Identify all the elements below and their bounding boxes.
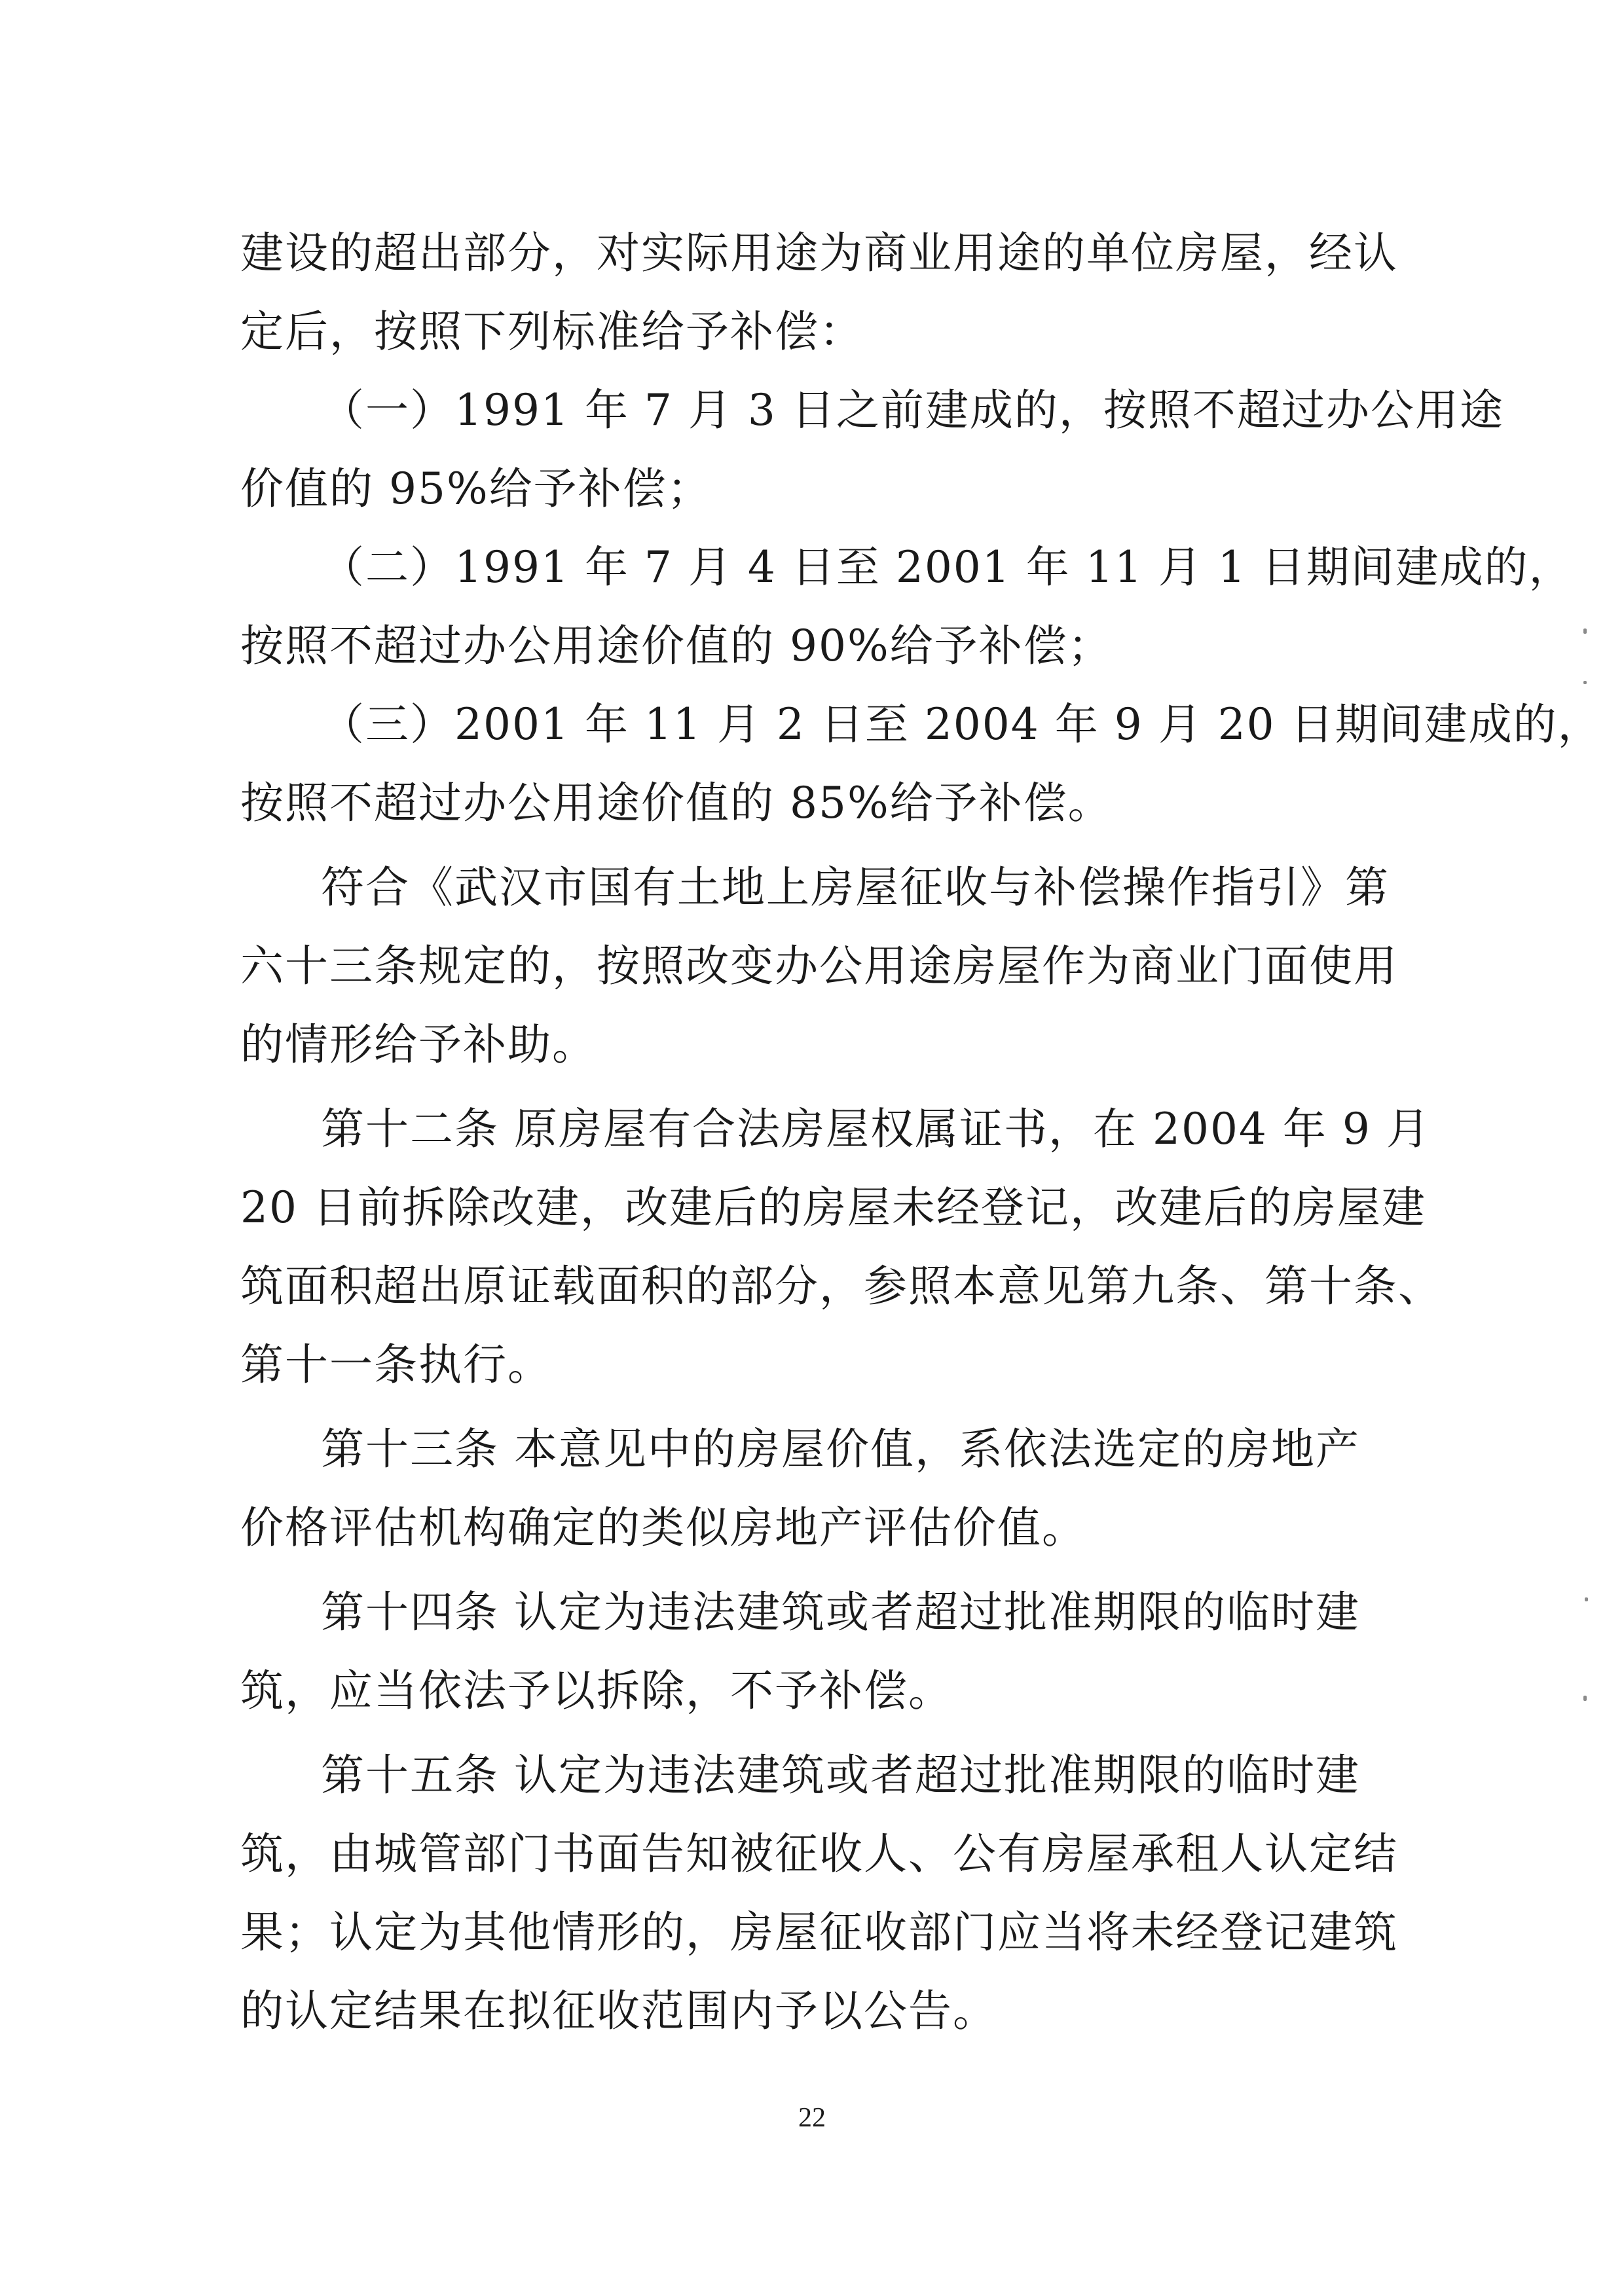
line-text: （一）1991 年 7 月 3 日之前建成的，按照不超过办公用途 [321, 385, 1504, 435]
text-line [0, 607, 1624, 685]
scan-speck [1583, 1696, 1587, 1701]
line-text: 第十四条 认定为违法建筑或者超过批准期限的临时建 [321, 1587, 1360, 1637]
line-text: 第十一条执行。 [240, 1339, 552, 1390]
line-text: 第十三条 本意见中的房屋价值，系依法选定的房地产 [321, 1424, 1360, 1474]
text-line [0, 371, 1624, 450]
text-line [0, 1169, 1624, 1247]
text-line [0, 1893, 1624, 1972]
line-text: 筑，由城管部门书面告知被征收人、公有房屋承租人认定结 [240, 1829, 1398, 1879]
line-text: 按照不超过办公用途价值的 90%给予补偿； [240, 621, 1113, 671]
text-line [0, 848, 1624, 927]
text-line [0, 764, 1624, 843]
text-line [0, 528, 1624, 607]
page-number: 22 [798, 2103, 826, 2133]
text-line [0, 293, 1624, 371]
line-text: （二）1991 年 7 月 4 日至 2001 年 11 月 1 日期间建成的， [321, 542, 1574, 592]
line-text: 第十五条 认定为违法建筑或者超过批准期限的临时建 [321, 1750, 1360, 1800]
line-text: 价格评估机构确定的类似房地产评估价值。 [240, 1503, 1086, 1553]
line-text: 筑，应当依法予以拆除，不予补偿。 [240, 1666, 953, 1716]
text-line [0, 1489, 1624, 1567]
text-line [0, 1815, 1624, 1893]
line-text: 按照不超过办公用途价值的 85%给予补偿。 [240, 778, 1113, 828]
line-text: 果；认定为其他情形的，房屋征收部门应当将未经登记建筑 [240, 1907, 1398, 1958]
line-text: 定后，按照下列标准给予补偿： [240, 306, 864, 357]
line-text: 建设的超出部分，对实际用途为商业用途的单位房屋，经认 [240, 228, 1398, 278]
line-text: 第十二条 原房屋有合法房屋权属证书，在 2004 年 9 月 [321, 1104, 1431, 1154]
text-line [0, 1573, 1624, 1652]
scan-speck [1583, 681, 1587, 684]
scan-speck [1585, 1597, 1588, 1601]
line-text: 价值的 95%给予补偿； [240, 464, 712, 514]
line-text: 的认定结果在拟征收范围内予以公告。 [240, 1986, 997, 2036]
line-text: 的情形给予补助。 [240, 1019, 597, 1070]
text-line [0, 450, 1624, 528]
text-line [0, 1247, 1624, 1326]
text-line [0, 214, 1624, 293]
text-line [0, 1090, 1624, 1169]
line-text: 20 日前拆除改建，改建后的房屋未经登记，改建后的房屋建 [240, 1182, 1426, 1233]
line-text: 六十三条规定的，按照改变办公用途房屋作为商业门面使用 [240, 941, 1398, 991]
text-line [0, 1410, 1624, 1489]
text-line [0, 1326, 1624, 1404]
text-line [0, 1972, 1624, 2050]
text-line [0, 927, 1624, 1006]
text-line [0, 685, 1624, 764]
text-line [0, 1652, 1624, 1730]
line-text: （三）2001 年 11 月 2 日至 2004 年 9 月 20 日期间建成的， [321, 699, 1602, 750]
line-text: 符合《武汉市国有土地上房屋征收与补偿操作指引》第 [321, 862, 1390, 913]
scan-speck [1583, 629, 1587, 634]
text-line [0, 1006, 1624, 1084]
line-text: 筑面积超出原证载面积的部分，参照本意见第九条、第十条、 [240, 1261, 1443, 1311]
text-line [0, 1736, 1624, 1815]
